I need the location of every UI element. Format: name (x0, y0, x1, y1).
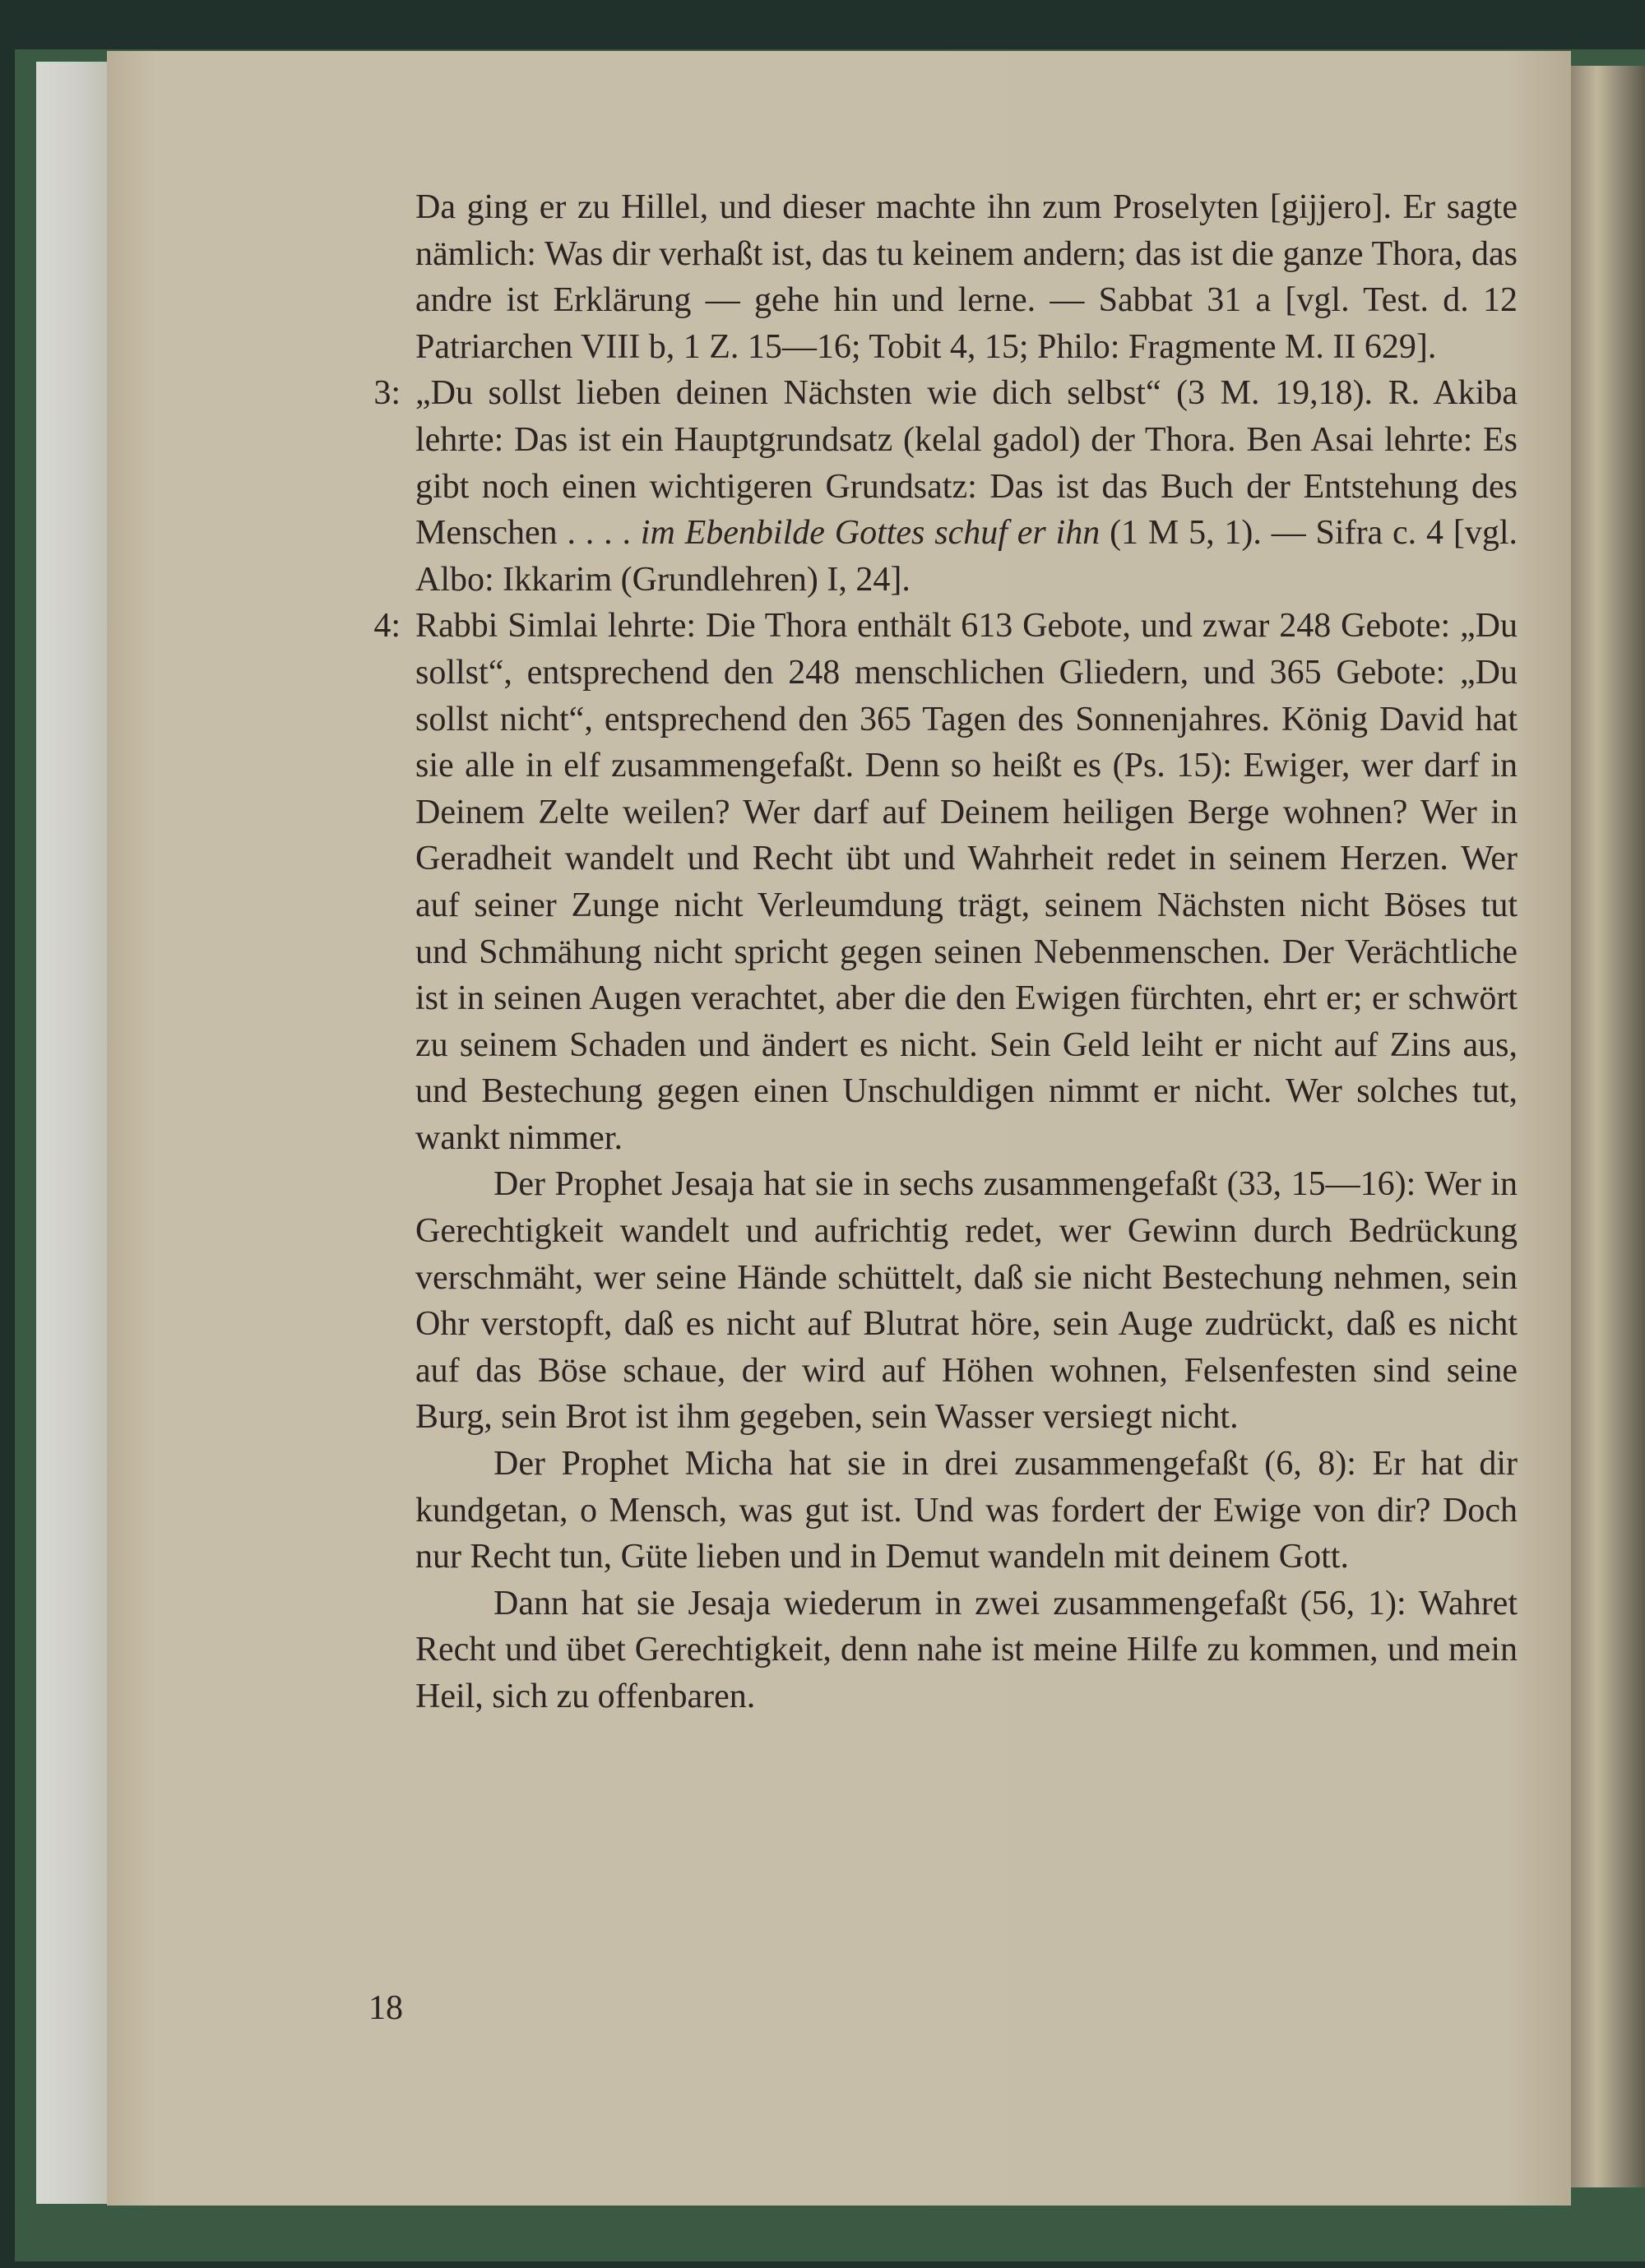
paragraph-text: Dann hat sie Jesaja wiederum in zwei zusammengefaßt (56, 1): Wahret Recht und übet Gerechtigkeit, denn nahe ist meine Hilfe zu kommen, und mein Heil, sich zu offenbaren. (415, 1584, 1518, 1715)
page-number: 18 (368, 1989, 403, 2027)
paragraph-text-continued: (1 M 5, 1). — Sifra c. 4 [vgl. Albo: Ikkarim (Grundlehren) I, 24]. (415, 514, 1518, 599)
paragraph-text: Der Prophet Jesaja hat sie in sechs zusammengefaßt (33, 15—16): Wer in Gerechtigkeit wandelt und aufrichtig redet, wer Gewinn durch Bedrückung verschmäht, wer seine Hände schüttelt, daß sie nicht Bestechung nehmen, sein Ohr verstopft, daß es nicht auf Blutrat höre, sein Auge zudrückt, daß es nicht auf das Böse schaue, der wird auf Höhen wohnen, Felsenfesten sind seine Burg, sein Brot ist ihm gegeben, sein Wasser versiegt nicht. (415, 1165, 1518, 1437)
paragraph-3 (373, 370, 1518, 603)
paragraph-text: Der Prophet Micha hat sie in drei zusammengefaßt (6, 8): Er hat dir kundgetan, o Mensch, was gut ist. Und was fordert der Ewige von dir? Doch nur Recht tun, Güte lieben und in Demut wandeln mit deinem Gott. (415, 1445, 1518, 1576)
paragraph-text: Rabbi Simlai lehrte: Die Thora enthält 613 Gebote, und zwar 248 Gebote: „Du sollst“, entsprechend den 248 menschlichen Gliedern, und 365 Gebote: „Du sollst nicht“, entsprechend den 365 Tagen des Sonnenjahres. König David hat sie alle in elf zusammengefaßt. Denn so heißt es (Ps. 15): Ewiger, wer darf in Deinem Zelte weilen? Wer darf auf Deinem heiligen Berge wohnen? Wer in Geradheit wandelt und Recht übt und Wahrheit redet in seinem Herzen. Wer auf seiner Zunge nicht Verleumdung trägt, seinem Nächsten nicht Böses tut und Schmähung nicht spricht gegen seinen Nebenmenschen. Der Verächtliche ist in seinen Augen verachtet, aber die den Ewigen fürchten, ehrt er; er schwört zu seinem Schaden und ändert es nicht. Sein Geld leiht er nicht auf Zins aus, und Bestechung gegen einen Unschuldigen nimmt er nicht. Wer solches tut, wankt nimmer. (415, 607, 1518, 1157)
paragraph-1 (415, 184, 1518, 370)
section-number: 4: (373, 607, 401, 646)
section-number: 3: (373, 374, 401, 413)
paragraph-4 (373, 603, 1518, 1161)
page-text-block (373, 184, 1518, 1720)
paragraph-text: „Du sollst lieben deinen Nächsten wie dich selbst“ (3 M. 19,18). R. Akiba lehrte: Das ist ein Hauptgrundsatz (kelal gadol) der Thora. Ben Asai lehrte: Es gibt noch einen wichtigeren Grundsatz: Das ist das Buch der Entstehung des Menschen . . . . (415, 374, 1518, 553)
paragraph-jesaja-two (415, 1581, 1518, 1720)
paragraph-text: Da ging er zu Hillel, und dieser machte ihn zum Proselyten [gijjero]. Er sagte nämlich: Was dir verhaßt ist, das tu keinem andern; das ist die ganze Thora, das andre ist Erklärung — gehe hin und lerne. — Sabbat 31 a [vgl. Test. d. 12 Patriarchen VIII b, 1 Z. 15—16; Tobit 4, 15; Philo: Fragmente M. II 629]. (415, 188, 1518, 366)
paragraph-jesaja-six (415, 1161, 1518, 1441)
page-gutter-shadow (1571, 66, 1645, 2187)
italic-quote: im Ebenbilde Gottes schuf er ihn (640, 514, 1101, 553)
paragraph-micha-three (415, 1441, 1518, 1581)
